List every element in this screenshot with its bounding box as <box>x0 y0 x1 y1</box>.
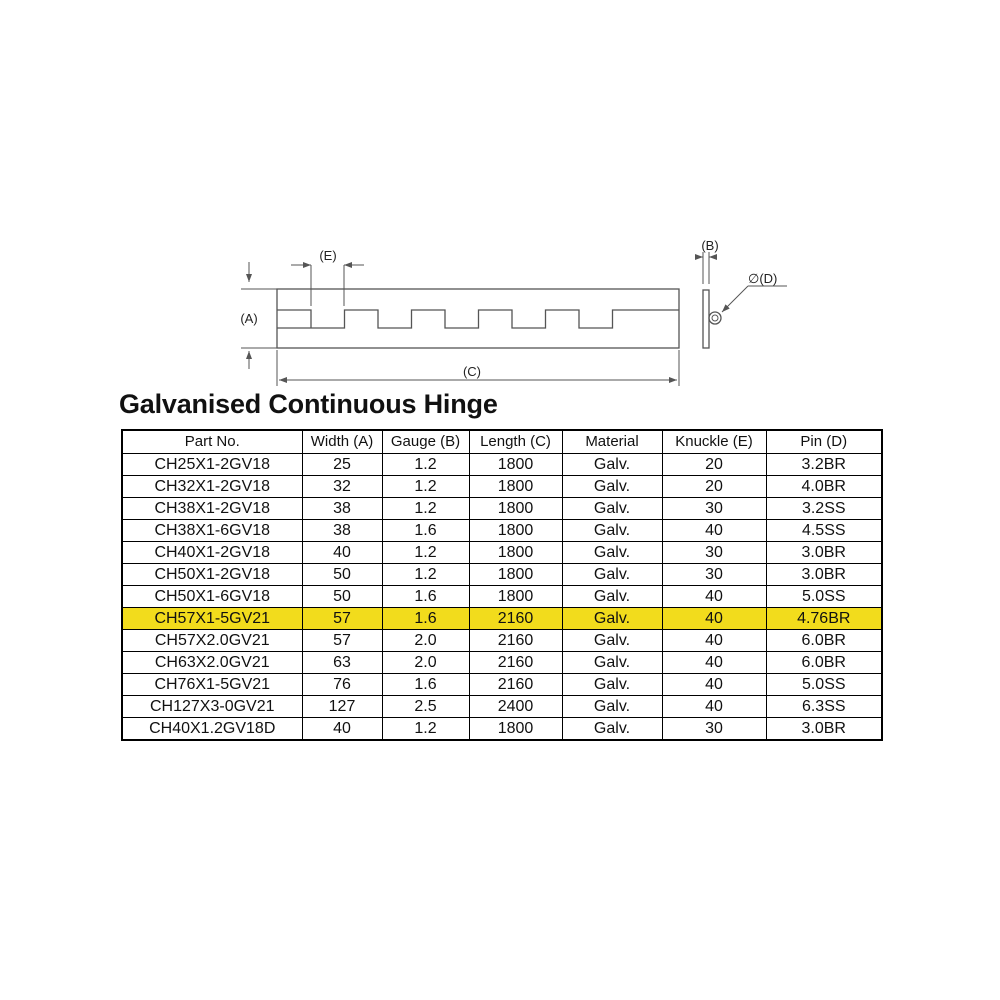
cell-length: 1800 <box>469 564 562 586</box>
cell-width: 76 <box>302 674 382 696</box>
cell-knuckle: 40 <box>662 696 766 718</box>
cell-material: Galv. <box>562 608 662 630</box>
dimension-knuckle <box>291 248 364 306</box>
cell-length: 1800 <box>469 476 562 498</box>
cell-width: 57 <box>302 630 382 652</box>
cell-pin: 6.3SS <box>766 696 882 718</box>
cell-part-no: CH50X1-6GV18 <box>122 586 302 608</box>
table-row <box>122 542 882 564</box>
label-length: (C) <box>462 364 482 379</box>
cell-material: Galv. <box>562 564 662 586</box>
col-header-length: Length (C) <box>469 430 562 454</box>
cell-gauge: 1.2 <box>382 542 469 564</box>
cell-part-no: CH40X1-2GV18 <box>122 542 302 564</box>
cell-gauge: 2.5 <box>382 696 469 718</box>
cell-knuckle: 40 <box>662 586 766 608</box>
cell-width: 50 <box>302 564 382 586</box>
cell-width: 127 <box>302 696 382 718</box>
cell-material: Galv. <box>562 454 662 476</box>
cell-pin: 3.2BR <box>766 454 882 476</box>
cell-knuckle: 30 <box>662 564 766 586</box>
table-row <box>122 498 882 520</box>
cell-material: Galv. <box>562 520 662 542</box>
cell-pin: 3.0BR <box>766 718 882 741</box>
cell-pin: 6.0BR <box>766 630 882 652</box>
dimension-length <box>277 350 679 386</box>
cell-gauge: 1.2 <box>382 718 469 741</box>
cell-gauge: 1.6 <box>382 608 469 630</box>
cell-gauge: 1.2 <box>382 498 469 520</box>
cell-part-no: CH40X1.2GV18D <box>122 718 302 741</box>
cell-material: Galv. <box>562 498 662 520</box>
cell-length: 1800 <box>469 718 562 741</box>
cell-knuckle: 40 <box>662 652 766 674</box>
table-row <box>122 718 882 741</box>
table-row <box>122 696 882 718</box>
cell-part-no: CH127X3-0GV21 <box>122 696 302 718</box>
label-gauge: (B) <box>701 238 719 253</box>
cell-knuckle: 20 <box>662 476 766 498</box>
cell-part-no: CH38X1-6GV18 <box>122 520 302 542</box>
cell-width: 50 <box>302 586 382 608</box>
table-header-row <box>122 430 882 454</box>
cell-part-no: CH57X1-5GV21 <box>122 608 302 630</box>
label-pin: ∅(D) <box>748 271 778 286</box>
hinge-front-view <box>277 289 679 348</box>
cell-length: 1800 <box>469 586 562 608</box>
cell-length: 1800 <box>469 498 562 520</box>
cell-pin: 3.2SS <box>766 498 882 520</box>
cell-part-no: CH57X2.0GV21 <box>122 630 302 652</box>
cell-gauge: 1.6 <box>382 520 469 542</box>
cell-pin: 4.0BR <box>766 476 882 498</box>
table-row-highlighted <box>122 608 882 630</box>
cell-material: Galv. <box>562 652 662 674</box>
dimension-width <box>240 262 277 369</box>
cell-gauge: 1.2 <box>382 476 469 498</box>
cell-gauge: 2.0 <box>382 630 469 652</box>
cell-knuckle: 40 <box>662 520 766 542</box>
table-row <box>122 476 882 498</box>
cell-width: 38 <box>302 520 382 542</box>
table-row <box>122 652 882 674</box>
col-header-material: Material <box>562 430 662 454</box>
cell-gauge: 2.0 <box>382 652 469 674</box>
cell-part-no: CH76X1-5GV21 <box>122 674 302 696</box>
cell-width: 63 <box>302 652 382 674</box>
table-body <box>122 454 882 741</box>
cell-knuckle: 30 <box>662 542 766 564</box>
cell-pin: 4.76BR <box>766 608 882 630</box>
cell-length: 2400 <box>469 696 562 718</box>
cell-material: Galv. <box>562 630 662 652</box>
col-header-pin: Pin (D) <box>766 430 882 454</box>
cell-material: Galv. <box>562 542 662 564</box>
cell-material: Galv. <box>562 674 662 696</box>
col-header-knuckle: Knuckle (E) <box>662 430 766 454</box>
cell-length: 1800 <box>469 520 562 542</box>
table-row <box>122 520 882 542</box>
col-header-part-no: Part No. <box>122 430 302 454</box>
cell-pin: 6.0BR <box>766 652 882 674</box>
table-row <box>122 454 882 476</box>
label-width: (A) <box>240 311 258 326</box>
hinge-spec-table <box>121 429 883 741</box>
cell-knuckle: 30 <box>662 718 766 741</box>
cell-pin: 4.5SS <box>766 520 882 542</box>
cell-pin: 5.0SS <box>766 674 882 696</box>
cell-length: 2160 <box>469 674 562 696</box>
cell-knuckle: 40 <box>662 630 766 652</box>
cell-gauge: 1.2 <box>382 564 469 586</box>
cell-width: 38 <box>302 498 382 520</box>
table-row <box>122 564 882 586</box>
label-knuckle: (E) <box>319 248 337 263</box>
table-row <box>122 674 882 696</box>
cell-part-no: CH25X1-2GV18 <box>122 454 302 476</box>
cell-knuckle: 40 <box>662 608 766 630</box>
cell-gauge: 1.6 <box>382 674 469 696</box>
cell-material: Galv. <box>562 586 662 608</box>
table-row <box>122 630 882 652</box>
cell-gauge: 1.2 <box>382 454 469 476</box>
cell-gauge: 1.6 <box>382 586 469 608</box>
table-row <box>122 586 882 608</box>
col-header-gauge: Gauge (B) <box>382 430 469 454</box>
knuckle-profile <box>277 310 679 328</box>
cell-length: 1800 <box>469 454 562 476</box>
cell-width: 32 <box>302 476 382 498</box>
cell-pin: 3.0BR <box>766 564 882 586</box>
cell-part-no: CH38X1-2GV18 <box>122 498 302 520</box>
cell-material: Galv. <box>562 696 662 718</box>
cell-pin: 3.0BR <box>766 542 882 564</box>
cell-length: 2160 <box>469 652 562 674</box>
cell-part-no: CH63X2.0GV21 <box>122 652 302 674</box>
cell-width: 40 <box>302 542 382 564</box>
cell-material: Galv. <box>562 476 662 498</box>
cell-width: 40 <box>302 718 382 741</box>
cell-pin: 5.0SS <box>766 586 882 608</box>
cell-part-no: CH50X1-2GV18 <box>122 564 302 586</box>
hinge-technical-drawing <box>0 0 1000 400</box>
col-header-width: Width (A) <box>302 430 382 454</box>
cell-width: 25 <box>302 454 382 476</box>
cell-width: 57 <box>302 608 382 630</box>
cell-part-no: CH32X1-2GV18 <box>122 476 302 498</box>
page-title: Galvanised Continuous Hinge <box>119 389 498 419</box>
cell-length: 2160 <box>469 630 562 652</box>
cell-length: 2160 <box>469 608 562 630</box>
hinge-side-view <box>695 238 787 348</box>
cell-knuckle: 40 <box>662 674 766 696</box>
cell-knuckle: 30 <box>662 498 766 520</box>
cell-length: 1800 <box>469 542 562 564</box>
cell-knuckle: 20 <box>662 454 766 476</box>
cell-material: Galv. <box>562 718 662 741</box>
